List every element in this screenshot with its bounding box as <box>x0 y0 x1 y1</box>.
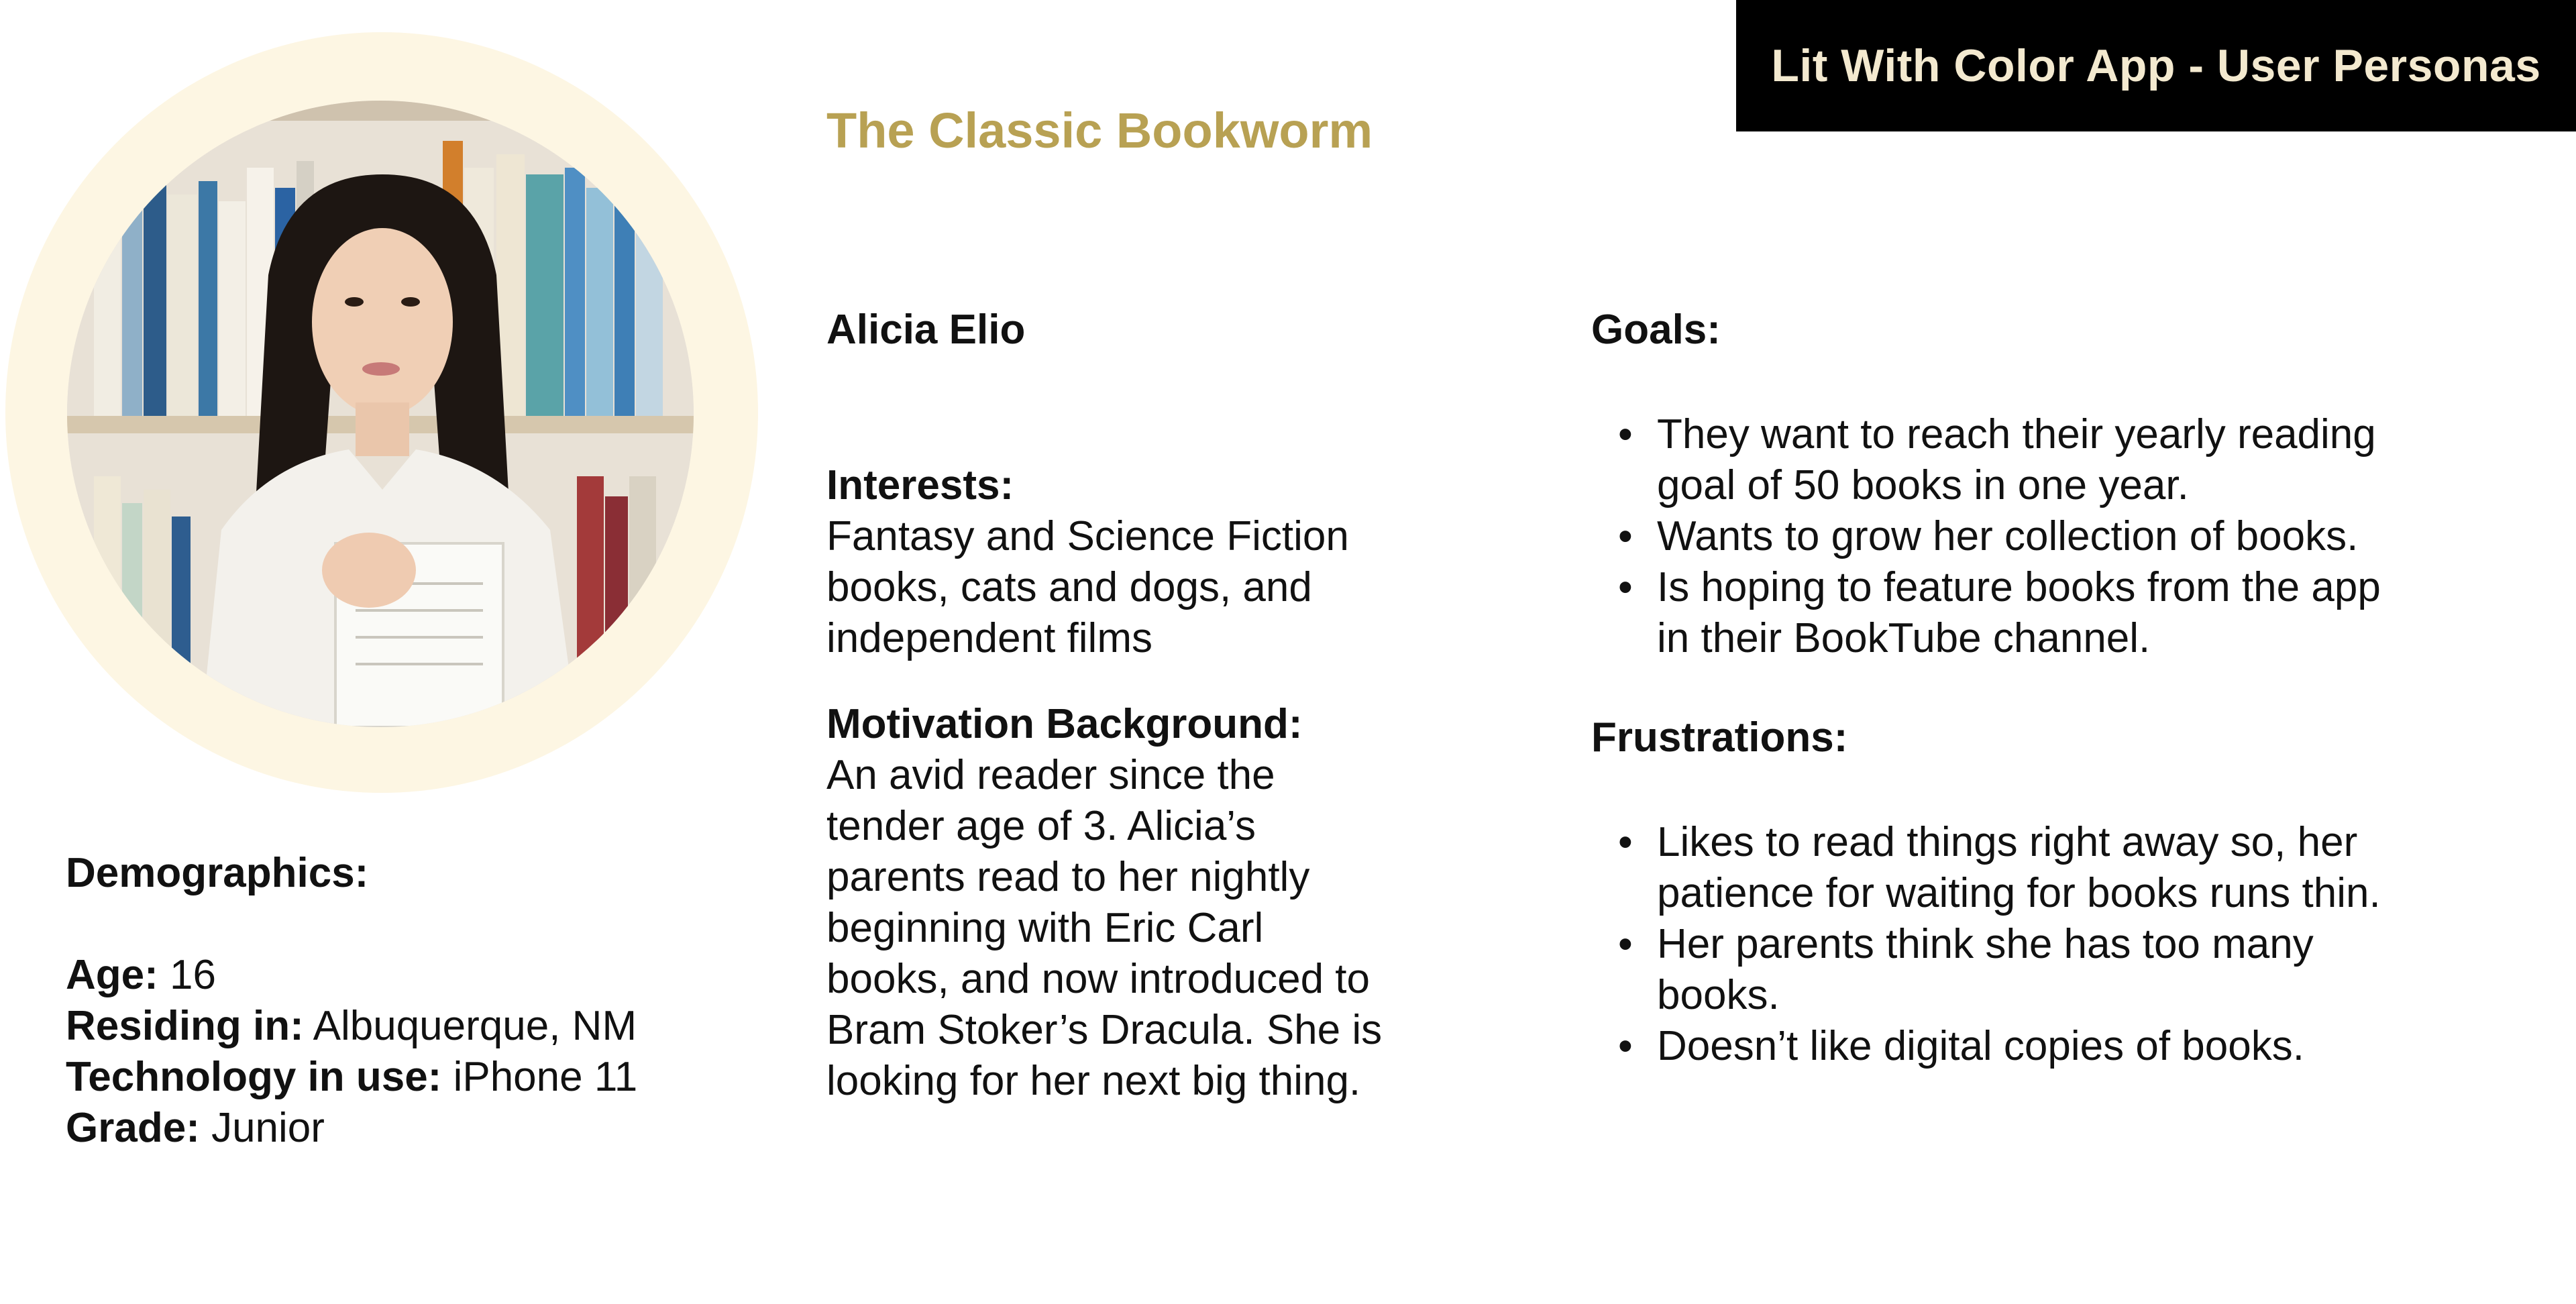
motivation-section <box>826 699 1497 1107</box>
bullet-icon: • <box>1618 921 1633 967</box>
goals-heading: Goals: <box>1591 307 1721 353</box>
demographic-row-grade <box>66 1103 737 1154</box>
frustration-line: Doesn’t like digital copies of books. <box>1657 1023 2304 1069</box>
frustration-item <box>1591 919 2557 1021</box>
goal-line: in their BookTube channel. <box>1657 615 2151 661</box>
demographic-label: Age: <box>66 952 158 998</box>
motivation-line: tender age of 3. Alicia’s <box>826 803 1256 849</box>
goal-item <box>1591 511 2557 562</box>
frustration-line: books. <box>1657 972 1780 1018</box>
goal-item <box>1591 562 2557 664</box>
header-banner <box>1736 0 2576 131</box>
bullet-icon: • <box>1618 411 1633 457</box>
demographic-value: iPhone 11 <box>441 1054 638 1100</box>
persona-photo <box>67 101 694 727</box>
interests-section <box>826 460 1497 664</box>
interests-heading: Interests: <box>826 462 1014 508</box>
demographic-label: Residing in: <box>66 1003 304 1049</box>
motivation-line: Bram Stoker’s Dracula. She is <box>826 1007 1383 1053</box>
demographics-heading: Demographics: <box>66 850 369 896</box>
goals-list <box>1591 409 2557 664</box>
motivation-line: books, and now introduced to <box>826 956 1370 1002</box>
demographic-row-age <box>66 950 737 1001</box>
interests-line: Fantasy and Science Fiction <box>826 513 1349 559</box>
goal-line: Wants to grow her collection of books. <box>1657 513 2359 559</box>
demographic-label: Grade: <box>66 1105 200 1151</box>
demographic-value: 16 <box>158 952 216 998</box>
demographic-row-technology <box>66 1052 737 1103</box>
persona-photo-icon <box>67 101 694 727</box>
motivation-heading: Motivation Background: <box>826 701 1303 747</box>
demographics-spacer <box>66 899 737 950</box>
motivation-line: An avid reader since the <box>826 752 1275 798</box>
frustration-line: Likes to read things right away so, her <box>1657 819 2358 865</box>
demographic-row-residence <box>66 1001 737 1052</box>
frustrations-list <box>1591 817 2557 1072</box>
interests-line: independent films <box>826 615 1152 661</box>
bullet-icon: • <box>1618 564 1633 610</box>
banner-title: Lit With Color App - User Personas <box>1771 40 2541 91</box>
demographic-value: Albuquerque, NM <box>303 1003 637 1049</box>
frustration-item <box>1591 817 2557 919</box>
demographic-label: Technology in use: <box>66 1054 442 1100</box>
persona-type: The Classic Bookworm <box>826 103 1373 158</box>
motivation-line: beginning with Eric Carl <box>826 905 1264 951</box>
frustration-item <box>1591 1021 2557 1072</box>
motivation-line: looking for her next big thing. <box>826 1058 1361 1104</box>
bullet-icon: • <box>1618 819 1633 865</box>
demographic-value: Junior <box>199 1105 325 1151</box>
demographics-section <box>66 848 737 1154</box>
motivation-line: parents read to her nightly <box>826 854 1310 900</box>
interests-line: books, cats and dogs, and <box>826 564 1312 610</box>
goal-line: They want to reach their yearly reading <box>1657 411 2376 457</box>
persona-name: Alicia Elio <box>826 307 1026 353</box>
bullet-icon: • <box>1618 1023 1633 1069</box>
goal-line: goal of 50 books in one year. <box>1657 462 2189 508</box>
goal-line: Is hoping to feature books from the app <box>1657 564 2381 610</box>
frustration-line: Her parents think she has too many <box>1657 921 2314 967</box>
bullet-icon: • <box>1618 513 1633 559</box>
frustrations-heading: Frustrations: <box>1591 714 1848 761</box>
frustration-line: patience for waiting for books runs thin. <box>1657 870 2381 916</box>
goal-item <box>1591 409 2557 511</box>
